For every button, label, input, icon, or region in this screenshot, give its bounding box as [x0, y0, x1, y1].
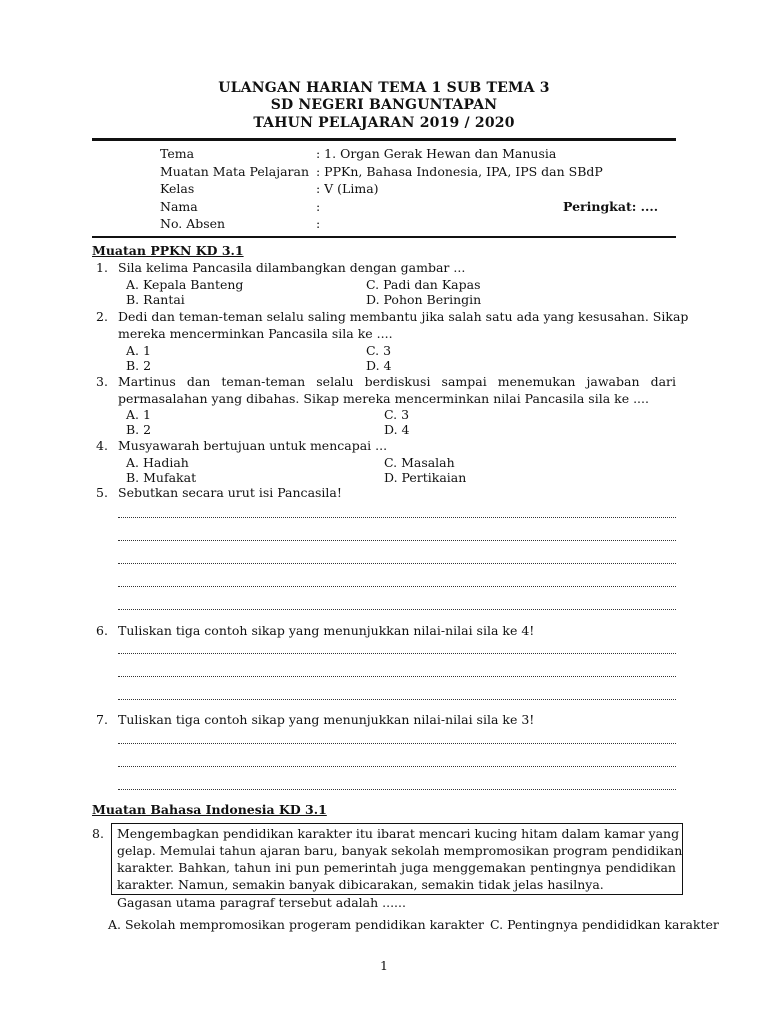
absen-label: No. Absen [160, 216, 226, 231]
q1-option-d: D. Pohon Beringin [366, 292, 482, 307]
answer-line[interactable] [118, 766, 676, 767]
answer-line[interactable] [118, 540, 676, 541]
absen-value: : [316, 216, 321, 231]
q2-number: 2. [96, 309, 108, 324]
q3-option-c: C. 3 [384, 407, 410, 422]
passage-line2: gelap. Memulai tahun ajaran baru, banyak sekolah mempromosikan program pendidikan [117, 843, 683, 858]
q3-option-d: D. 4 [384, 422, 410, 437]
q7-number: 7. [96, 712, 108, 727]
answer-line[interactable] [118, 699, 676, 700]
q3-text-line1: Martinus dan teman-teman selalu berdiskusi sampai menemukan jawaban dari [118, 374, 676, 389]
nama-value: : [316, 199, 321, 214]
header-title: ULANGAN HARIAN TEMA 1 SUB TEMA 3 [218, 80, 550, 96]
q1-number: 1. [96, 260, 108, 275]
q4-option-b: B. Mufakat [126, 470, 197, 485]
answer-line[interactable] [118, 653, 676, 654]
muatan-value: : PPKn, Bahasa Indonesia, IPA, IPS dan SBdP [316, 164, 603, 179]
header-divider [92, 138, 676, 141]
kelas-label: Kelas [160, 181, 195, 196]
page-number: 1 [380, 958, 388, 973]
q2-text-line2: mereka mencerminkan Pancasila sila ke .... [118, 326, 393, 341]
section-ppkn-heading: Muatan PPKN KD 3.1 [92, 243, 244, 258]
passage-line3: karakter. Bahkan, tahun ini pun pemerintah juga menggemakan pentingnya pendidikan [117, 860, 676, 875]
q5-text: Sebutkan secara urut isi Pancasila! [118, 485, 342, 500]
answer-line[interactable] [118, 586, 676, 587]
info-divider [92, 236, 676, 238]
q2-option-d: D. 4 [366, 358, 392, 373]
header-year: TAHUN PELAJARAN 2019 / 2020 [253, 115, 515, 131]
q2-option-c: C. 3 [366, 343, 392, 358]
q3-number: 3. [96, 374, 108, 389]
q3-text-line2: permasalahan yang dibahas. Sikap mereka mencerminkan nilai Pancasila sila ke .... [118, 391, 649, 406]
q1-text: Sila kelima Pancasila dilambangkan dengan gambar ... [118, 260, 466, 275]
q1-option-c: C. Padi dan Kapas [366, 277, 481, 292]
passage-line4: karakter. Namun, semakin banyak dibicarakan, semakin tidak jelas hasilnya. [117, 877, 604, 892]
q4-option-a: A. Hadiah [126, 455, 189, 470]
q4-option-c: C. Masalah [384, 455, 455, 470]
q8-question: Gagasan utama paragraf tersebut adalah ...... [117, 895, 406, 910]
q1-option-a: A. Kepala Banteng [126, 277, 244, 292]
q7-text: Tuliskan tiga contoh sikap yang menunjukkan nilai-nilai sila ke 3! [118, 712, 535, 727]
q4-option-d: D. Pertikaian [384, 470, 467, 485]
tema-label: Tema [160, 146, 195, 161]
kelas-value: : V (Lima) [316, 181, 379, 196]
q2-option-a: A. 1 [126, 343, 151, 358]
q4-number: 4. [96, 438, 108, 453]
section-bindo-heading: Muatan Bahasa Indonesia KD 3.1 [92, 802, 327, 817]
peringkat-label: Peringkat: .... [563, 199, 659, 214]
q1-option-b: B. Rantai [126, 292, 185, 307]
answer-line[interactable] [118, 743, 676, 744]
answer-line[interactable] [118, 676, 676, 677]
nama-label: Nama [160, 199, 198, 214]
q3-option-b: B. 2 [126, 422, 152, 437]
answer-line[interactable] [118, 789, 676, 790]
q4-text: Musyawarah bertujuan untuk mencapai ... [118, 438, 388, 453]
passage-line1: Mengembagkan pendidikan karakter itu ibarat mencari kucing hitam dalam kamar yang [117, 826, 680, 841]
q8-option-c: C. Pentingnya pendididkan karakter [490, 917, 719, 932]
q6-number: 6. [96, 623, 108, 638]
q2-option-b: B. 2 [126, 358, 152, 373]
q8-option-a: A. Sekolah mempromosikan progeram pendidikan karakter [108, 917, 485, 932]
header-school: SD NEGERI BANGUNTAPAN [270, 97, 498, 113]
q3-option-a: A. 1 [126, 407, 151, 422]
tema-value: : 1. Organ Gerak Hewan dan Manusia [316, 146, 557, 161]
answer-line[interactable] [118, 563, 676, 564]
q8-number: 8. [92, 826, 104, 841]
q5-number: 5. [96, 485, 108, 500]
answer-line[interactable] [118, 609, 676, 610]
q2-text-line1: Dedi dan teman-teman selalu saling membantu jika salah satu ada yang kesusahan. Sikap [118, 309, 689, 324]
answer-line[interactable] [118, 517, 676, 518]
muatan-label: Muatan Mata Pelajaran [160, 164, 310, 179]
q6-text: Tuliskan tiga contoh sikap yang menunjukkan nilai-nilai sila ke 4! [118, 623, 535, 638]
